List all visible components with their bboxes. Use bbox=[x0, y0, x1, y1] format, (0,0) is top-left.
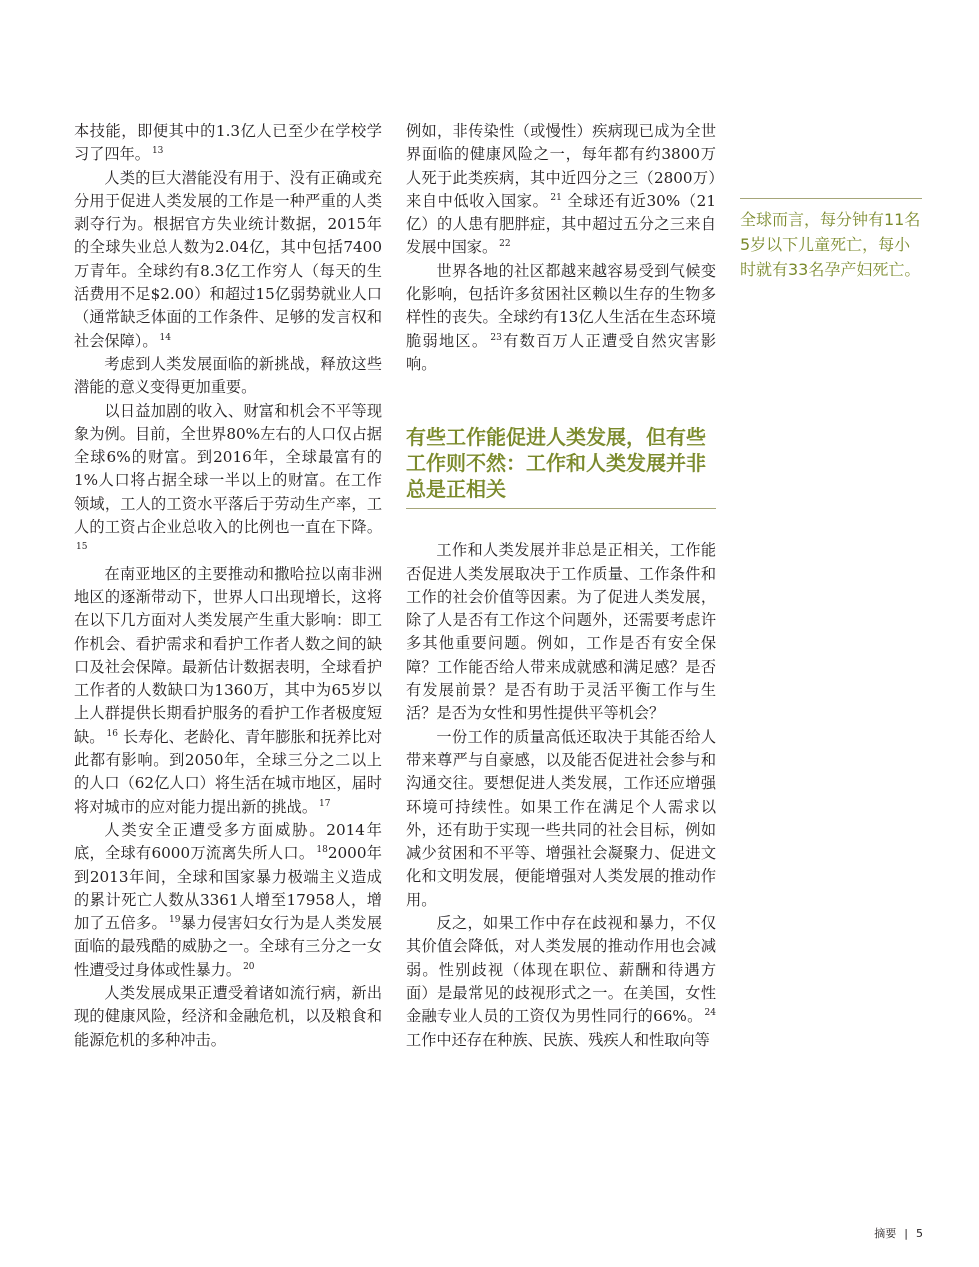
paragraph bbox=[406, 726, 716, 912]
paragraph bbox=[74, 400, 382, 563]
paragraph-text: 长寿化、老龄化、青年膨胀和抚养比对此都有影响。到2050年，全球三分之二以上的人口（62亿人口）将生活在城市地区，届时将对城市的应对能力提出新的挑战。 bbox=[74, 727, 383, 816]
paragraph-text: 人类发展成果正遭受着诸如流行病，新出现的健康风险，经济和金融危机，以及粮食和能源危机的多种冲击。 bbox=[74, 983, 382, 1049]
footnote-ref: 14 bbox=[159, 332, 171, 343]
footnote-ref: 16 bbox=[106, 728, 118, 739]
paragraph bbox=[406, 260, 716, 376]
paragraph-text: 在南亚地区的主要推动和撒哈拉以南非洲地区的逐渐带动下，世界人口出现增长，这将在以下几方面对人类发展产生重大影响：即工作机会、看护需求和看护工作者人数之间的缺口及社会保障。最新估计数据表明，全球看护工作者的人数缺口为1360万，其中为65岁以上人群提供长期看护服务的看护工作者极度短缺。 bbox=[74, 564, 382, 746]
footnote-ref: 22 bbox=[499, 239, 511, 250]
paragraph-text: 人类的巨大潜能没有用于、没有正确或充分用于促进人类发展的工作是一种严重的人类剥夺行为。根据官方失业统计数据，2015年的全球失业总人数为2.04亿，其中包括7400万青年。全球约有8.3亿工作穷人（每天的生活费用不足$2.00）和超过15亿弱势就业人口（通常缺乏体面的工作条件、足够的发言权和社会保障）。 bbox=[74, 168, 382, 350]
paragraph-text: 考虑到人类发展面临的新挑战，释放这些潜能的意义变得更加重要。 bbox=[74, 354, 382, 397]
paragraph-text: 例如，非传染性（或慢性）疾病现已成为全世界面临的健康风险之一，每年都有约3800万人死于此类疾病，其中近四分之三（2800万）来自中低收入国家。 bbox=[406, 122, 716, 210]
paragraph bbox=[74, 167, 382, 353]
paragraph bbox=[74, 819, 382, 982]
paragraph-text: 工作中还存在种族、民族、残疾人和性取向等 bbox=[406, 1030, 710, 1049]
footer-separator: | bbox=[904, 1227, 908, 1240]
paragraph-text: 以日益加剧的收入、财富和机会不平等现象为例。目前，全世界80%左右的人口仅占据全球6%的财富。到2016年，全球最富有的1%人口将占据全球一半以上的财富。在工作领域，工人的工资水平落后于劳动生产率，工人的工资占企业总收入的比例也一直在下降。 bbox=[74, 401, 382, 537]
paragraph-text: 工作和人类发展并非总是正相关，工作能否促进人类发展取决于工作质量、工作条件和工作的社会价值等因素。为了促进人类发展，除了人是否有工作这个问题外，还需要考虑许多其他重要问题。例如，工作是否有安全保障？工作能否给人带来成就感和满足感？是否有发展前景？是否有助于灵活平衡工作与生活？是否为女性和男性提供平等机会？ bbox=[406, 541, 716, 723]
page-number: 5 bbox=[916, 1227, 923, 1240]
footnote-ref: 13 bbox=[151, 146, 164, 157]
paragraph-text: 暴力侵害妇女行为是人类发展面临的最残酷的威胁之一。全球有三分之一女性遭受过身体或性暴力。 bbox=[74, 914, 383, 979]
paragraph bbox=[74, 353, 382, 400]
paragraph bbox=[406, 912, 716, 1052]
paragraph-text: 一份工作的质量高低还取决于其能否给人带来尊严与自豪感，以及能否促进社会参与和沟通交往。要想促进人类发展，工作还应增强环境可持续性。如果工作在满足个人需求以外，还有助于实现一些共同的社会目标，例如减少贫困和不平等、增强社会凝聚力、促进文化和文明发展，便能增强对人类发展的推动作用。 bbox=[406, 727, 716, 909]
pull-quote bbox=[740, 198, 922, 282]
page-footer bbox=[874, 1225, 923, 1241]
paragraph-text: 2000年到2013年间，全球和国家暴力极端主义造成的累计死亡人数从3361人增至17958人，增加了五倍多。 bbox=[74, 844, 382, 933]
paragraph-text: 世界各地的社区都越来越容易受到气候变化影响，包括许多贫困社区赖以生存的生物多样性的丧失。全球约有13亿人生活在生态环境脆弱地区。 bbox=[406, 261, 716, 350]
footnote-ref: 23 bbox=[490, 332, 502, 343]
footnote-ref: 21 bbox=[550, 192, 562, 203]
footnote-ref: 20 bbox=[243, 961, 255, 972]
left-column bbox=[74, 120, 382, 1052]
paragraph-text: 人类安全正遭受多方面威胁。2014年底，全球有6000万流离失所人口。 bbox=[74, 820, 382, 863]
pull-quote-text: 全球而言，每分钟有11名5岁以下儿童死亡，每小时就有33名孕产妇死亡。 bbox=[740, 210, 921, 279]
paragraph bbox=[74, 120, 382, 167]
paragraph-text: 有数百万人正遭受自然灾害影响。 bbox=[406, 331, 717, 373]
footnote-ref: 17 bbox=[319, 798, 331, 809]
paragraph-text: 全球还有近30%（21亿）的人患有肥胖症，其中超过五分之三来自发展中国家。 bbox=[406, 191, 717, 257]
section-heading: 有些工作能促进人类发展，但有些工作则不然：工作和人类发展并非总是正相关 bbox=[406, 424, 716, 509]
footnote-ref: 18 bbox=[316, 845, 328, 856]
paragraph bbox=[74, 982, 382, 1052]
footnote-ref: 24 bbox=[704, 1008, 716, 1019]
footer-section-label: 摘要 bbox=[874, 1227, 897, 1240]
footnote-ref: 15 bbox=[76, 542, 88, 553]
paragraph-text: 反之，如果工作中存在歧视和暴力，不仅其价值会降低，对人类发展的推动作用也会减弱。性别歧视（体现在职位、薪酬和待遇方面）是最常见的歧视形式之一。在美国，女性金融专业人员的工资仅为男性同行的66%。 bbox=[406, 914, 716, 1026]
footnote-ref: 19 bbox=[169, 915, 181, 926]
paragraph bbox=[74, 563, 382, 819]
paragraph-text: 本技能，即便其中的1.3亿人已至少在学校学习了四年。 bbox=[74, 122, 382, 164]
paragraph bbox=[406, 539, 716, 725]
right-column bbox=[406, 120, 716, 1052]
paragraph bbox=[406, 120, 716, 260]
